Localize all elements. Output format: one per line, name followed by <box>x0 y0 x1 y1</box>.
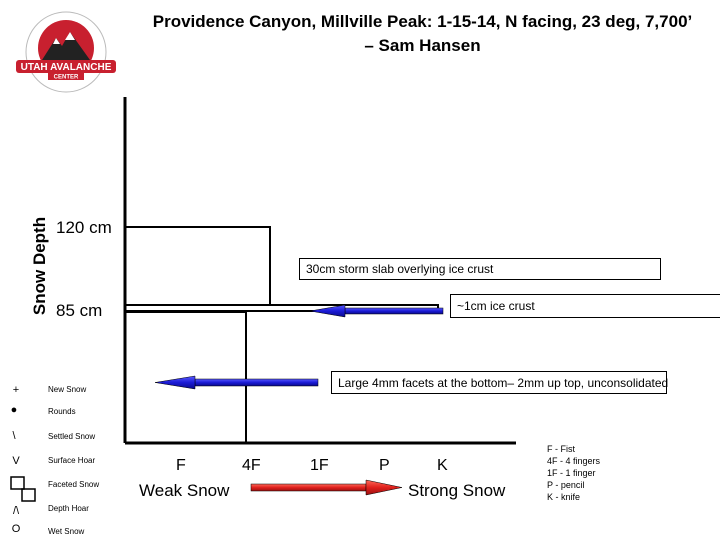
scale-strong-label: Strong Snow <box>408 481 506 500</box>
legend-surface-hoar: Surface Hoar <box>48 456 96 465</box>
key-item: K - knife <box>547 492 581 502</box>
y-tick-85: 85 cm <box>56 301 103 320</box>
hardness-label-1f: 1F <box>310 457 329 474</box>
page-title: Providence Canyon, Millville Peak: 1-15-14, N facing, 23 deg, 7,700’ – Sam Hansen <box>152 12 693 55</box>
callout-ice-crust: ~1cm ice crust <box>450 294 720 318</box>
legend-rounds: Rounds <box>48 407 76 416</box>
depth-hoar-symbol: /\ <box>12 505 20 517</box>
facets-arrow <box>155 376 318 389</box>
wet-snow-symbol: O <box>11 523 21 535</box>
key-item: F - Fist <box>547 444 575 454</box>
ice-crust-arrow <box>310 305 443 317</box>
weak-to-strong-arrow <box>251 480 402 495</box>
hardness-key <box>547 443 600 503</box>
new-snow-symbol: + <box>12 384 20 396</box>
y-axis-label: Snow Depth <box>30 216 49 316</box>
rounds-symbol: ● <box>10 404 18 416</box>
key-item: 4F - 4 fingers <box>547 456 601 466</box>
key-item: 1F - 1 finger <box>547 468 596 478</box>
y-tick-120: 120 cm <box>56 218 112 237</box>
callout-facets: Large 4mm facets at the bottom– 2mm up top, unconsolidated <box>331 371 667 394</box>
hardness-label-p: P <box>379 457 390 474</box>
legend-faceted-snow: Faceted Snow <box>48 480 100 489</box>
legend-new-snow: New Snow <box>48 385 87 394</box>
settled-snow-symbol: \ <box>12 430 16 442</box>
surface-hoar-symbol: V <box>12 455 20 467</box>
callout-storm-slab: 30cm storm slab overlying ice crust <box>299 258 661 280</box>
logo-name: UTAH AVALANCHE <box>20 62 112 73</box>
scale-weak-label: Weak Snow <box>139 481 230 500</box>
logo-subtitle: CENTER <box>53 74 79 81</box>
hardness-label-k: K <box>437 457 448 474</box>
legend-settled-snow: Settled Snow <box>48 432 96 441</box>
key-item: P - pencil <box>547 480 585 490</box>
hardness-label-4f: 4F <box>242 457 261 474</box>
faceted-snow-symbol <box>9 475 39 505</box>
hardness-label-f: F <box>176 457 186 474</box>
legend-wet-snow: Wet Snow <box>48 527 85 536</box>
legend-depth-hoar: Depth Hoar <box>48 504 89 513</box>
layer-storm-slab <box>125 227 270 305</box>
